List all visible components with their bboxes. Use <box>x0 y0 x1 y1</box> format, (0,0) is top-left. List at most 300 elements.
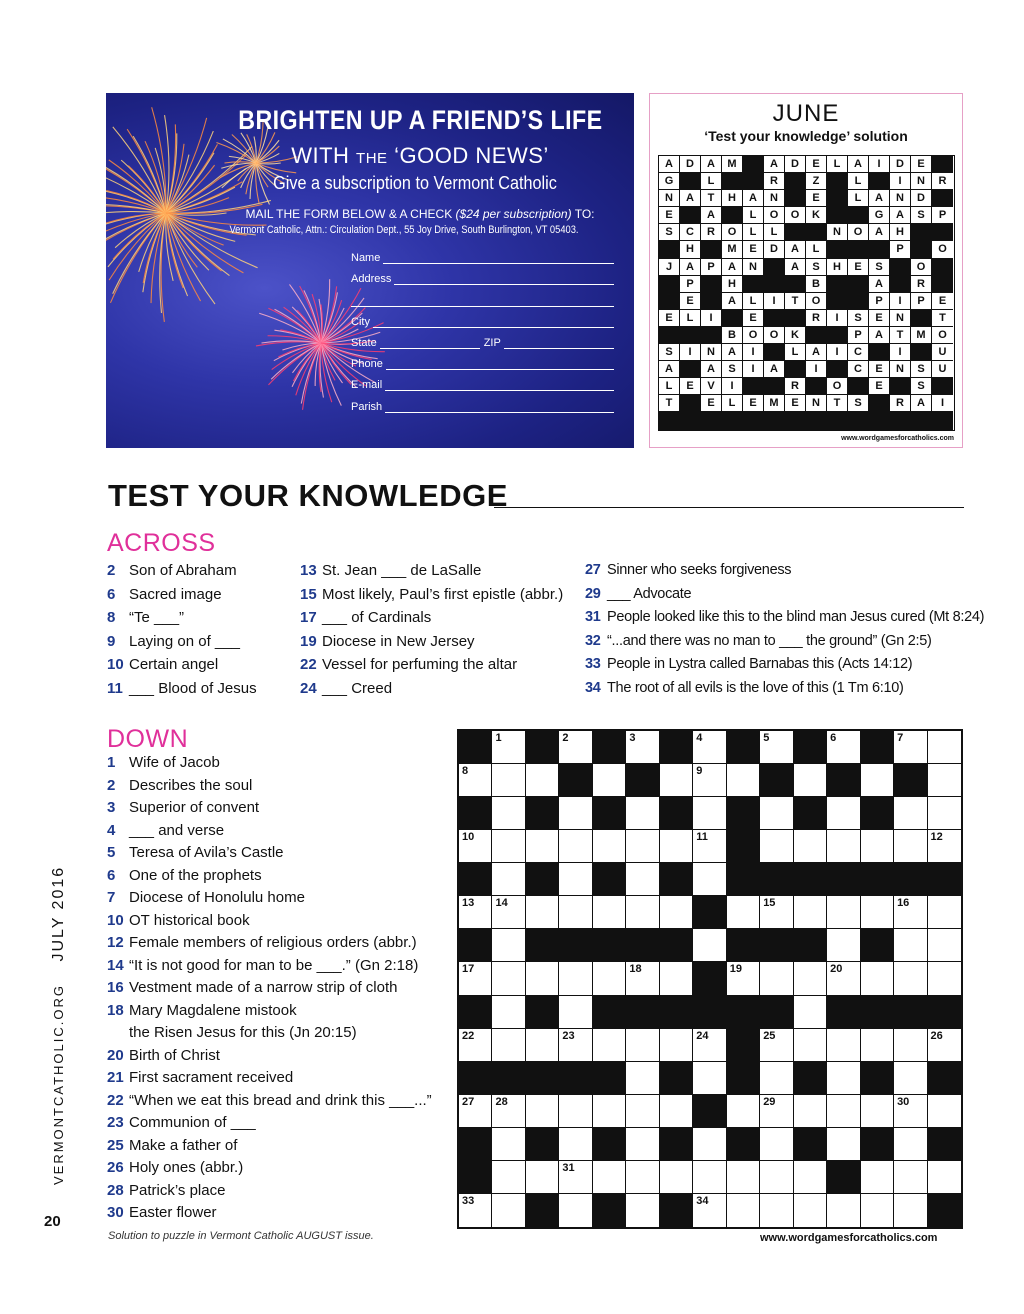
grid-cell[interactable] <box>593 962 626 995</box>
solution-month: JUNE <box>772 100 840 127</box>
cell-number: 1 <box>495 732 502 744</box>
grid-cell[interactable] <box>693 1161 726 1194</box>
clue-text: ___ of Cardinals <box>322 609 432 627</box>
solution-cell: H <box>722 190 743 207</box>
grid-cell[interactable] <box>827 896 860 929</box>
solution-black-square <box>827 293 848 310</box>
grid-cell[interactable] <box>626 1029 659 1062</box>
solution-cell: R <box>932 173 953 190</box>
clue-text: “Te ___” <box>129 609 185 627</box>
solution-cell: I <box>722 378 743 395</box>
solution-black-square <box>764 378 785 395</box>
page-title: TEST YOUR KNOWLEDGE <box>108 478 508 513</box>
grid-cell[interactable] <box>492 863 525 896</box>
cell-number: 30 <box>897 1095 910 1108</box>
black-square <box>727 996 760 1029</box>
black-square <box>727 1062 760 1095</box>
solution-cell: R <box>806 310 827 327</box>
solution-black-square <box>911 412 932 429</box>
grid-url: www.wordgamesforcatholics.com <box>760 1232 938 1244</box>
solution-black-square <box>764 259 785 276</box>
grid-cell[interactable] <box>593 1161 626 1194</box>
black-square <box>861 929 894 962</box>
grid-cell[interactable] <box>693 863 726 896</box>
grid-cell[interactable] <box>459 830 492 863</box>
black-square <box>660 1128 693 1161</box>
grid-cell[interactable] <box>827 962 860 995</box>
clue-number: 29 <box>585 585 601 602</box>
black-square <box>526 996 559 1029</box>
grid-cell[interactable] <box>559 830 592 863</box>
grid-cell[interactable] <box>861 962 894 995</box>
grid-cell[interactable] <box>559 731 592 764</box>
grid-cell[interactable] <box>526 1161 559 1194</box>
form-name-line[interactable] <box>383 254 614 264</box>
black-square <box>928 1062 961 1095</box>
solution-cell: I <box>806 361 827 378</box>
grid-cell[interactable] <box>626 731 659 764</box>
grid-cell[interactable] <box>760 962 793 995</box>
solution-black-square <box>848 276 869 293</box>
across-clue-19 <box>300 633 475 650</box>
grid-cell[interactable] <box>626 896 659 929</box>
grid-cell[interactable] <box>894 962 927 995</box>
black-square <box>794 731 827 764</box>
grid-cell[interactable] <box>861 896 894 929</box>
clue-number: 8 <box>107 609 116 627</box>
grid-cell[interactable] <box>760 1029 793 1062</box>
grid-cell[interactable] <box>693 830 726 863</box>
grid-cell[interactable] <box>894 929 927 962</box>
clue-text: Most likely, Paul’s first epistle (abbr.) <box>322 585 564 603</box>
grid-cell[interactable] <box>760 1161 793 1194</box>
grid-cell[interactable] <box>827 1062 860 1095</box>
grid-cell[interactable] <box>794 896 827 929</box>
solution-cell: K <box>785 327 806 344</box>
black-square <box>827 996 860 1029</box>
grid-cell[interactable] <box>727 1194 760 1227</box>
clue-text: St. Jean ___ de LaSalle <box>322 562 482 579</box>
form-address-line-2[interactable] <box>351 297 614 307</box>
solution-cell: O <box>911 259 932 276</box>
black-square <box>928 1128 961 1161</box>
grid-cell[interactable] <box>760 1128 793 1161</box>
black-square <box>559 764 592 797</box>
solution-black-square <box>680 207 701 224</box>
solution-cell: L <box>827 156 848 173</box>
clue-number: 6 <box>107 866 116 884</box>
grid-cell[interactable] <box>526 962 559 995</box>
grid-cell[interactable] <box>693 797 726 830</box>
grid-cell[interactable] <box>794 962 827 995</box>
grid-cell[interactable] <box>794 1029 827 1062</box>
grid-cell[interactable] <box>693 764 726 797</box>
grid-cell[interactable] <box>861 1029 894 1062</box>
grid-cell[interactable] <box>928 797 961 830</box>
clue-number: 7 <box>107 889 116 906</box>
clue-number: 28 <box>107 1181 124 1199</box>
cell-number: 19 <box>729 963 742 976</box>
form-name-row <box>351 248 614 264</box>
solution-cell: E <box>911 156 932 173</box>
grid-cell[interactable] <box>928 731 961 764</box>
solution-cell: N <box>827 224 848 241</box>
grid-cell[interactable] <box>492 1161 525 1194</box>
grid-cell[interactable] <box>593 1095 626 1128</box>
grid-cell[interactable] <box>459 1029 492 1062</box>
solution-black-square <box>827 241 848 258</box>
solution-black-square <box>764 310 785 327</box>
clue-number: 6 <box>107 585 116 603</box>
clue-text: Laying on of ___ <box>129 632 240 650</box>
solution-cell: T <box>785 293 806 310</box>
grid-cell[interactable] <box>492 830 525 863</box>
grid-cell[interactable] <box>894 1128 927 1161</box>
cell-number: 3 <box>629 732 636 744</box>
grid-cell[interactable] <box>827 1128 860 1161</box>
down-clue-21 <box>107 1069 293 1086</box>
down-clue-20 <box>107 1047 220 1064</box>
cell-number: 24 <box>696 1029 709 1042</box>
grid-cell[interactable] <box>492 929 525 962</box>
solution-black-square <box>659 327 680 344</box>
grid-cell[interactable] <box>794 764 827 797</box>
june-solution-box <box>649 93 963 448</box>
grid-cell[interactable] <box>928 1095 961 1128</box>
grid-cell[interactable] <box>861 830 894 863</box>
black-square <box>861 797 894 830</box>
grid-cell[interactable] <box>693 929 726 962</box>
solution-cell: S <box>659 224 680 241</box>
grid-cell[interactable] <box>660 1029 693 1062</box>
solution-cell: R <box>701 224 722 241</box>
grid-cell[interactable] <box>894 896 927 929</box>
grid-cell[interactable] <box>727 962 760 995</box>
grid-cell[interactable] <box>660 896 693 929</box>
grid-cell[interactable] <box>861 1161 894 1194</box>
solution-cell: E <box>743 310 764 327</box>
solution-black-square <box>764 344 785 361</box>
clue-text: Diocese of Honolulu home <box>129 889 305 906</box>
grid-cell[interactable] <box>827 797 860 830</box>
grid-cell[interactable] <box>492 1095 525 1128</box>
clue-text: Mary Magdalene mistook <box>129 1001 297 1019</box>
clue-number: 2 <box>107 562 116 579</box>
grid-cell[interactable] <box>459 764 492 797</box>
grid-cell[interactable] <box>894 1062 927 1095</box>
solution-cell: L <box>680 310 701 327</box>
solution-black-square <box>743 378 764 395</box>
grid-cell[interactable] <box>559 1161 592 1194</box>
solution-black-square <box>911 310 932 327</box>
solution-cell: R <box>911 276 932 293</box>
down-clue-6 <box>107 867 262 884</box>
grid-cell[interactable] <box>559 863 592 896</box>
grid-cell[interactable] <box>827 1194 860 1227</box>
solution-cell: N <box>911 173 932 190</box>
cell-number: 34 <box>696 1194 709 1207</box>
subscription-ad <box>106 93 634 448</box>
grid-cell[interactable] <box>760 830 793 863</box>
grid-cell[interactable] <box>727 1161 760 1194</box>
grid-cell[interactable] <box>760 1095 793 1128</box>
grid-cell[interactable] <box>928 962 961 995</box>
solution-cell: I <box>890 173 911 190</box>
grid-cell[interactable] <box>660 830 693 863</box>
black-square <box>727 731 760 764</box>
solution-cell: I <box>680 344 701 361</box>
grid-cell[interactable] <box>794 1194 827 1227</box>
black-square <box>861 1128 894 1161</box>
solution-black-square <box>743 173 764 190</box>
grid-cell[interactable] <box>526 896 559 929</box>
solution-cell: N <box>890 190 911 207</box>
black-square <box>660 797 693 830</box>
grid-cell[interactable] <box>827 1029 860 1062</box>
grid-cell[interactable] <box>626 962 659 995</box>
grid-cell[interactable] <box>459 1095 492 1128</box>
grid-cell[interactable] <box>559 1029 592 1062</box>
clue-number: 16 <box>107 979 124 996</box>
solution-black-square <box>869 344 890 361</box>
black-square <box>861 863 894 896</box>
grid-cell[interactable] <box>526 830 559 863</box>
clue-text: ___ and verse <box>129 821 225 839</box>
grid-cell[interactable] <box>928 764 961 797</box>
grid-cell[interactable] <box>794 996 827 1029</box>
clue-text: Vestment made of a narrow strip of cloth <box>129 979 398 996</box>
form-zip-line[interactable] <box>504 339 614 349</box>
solution-black-square <box>827 412 848 429</box>
solution-black-square <box>659 293 680 310</box>
grid-cell[interactable] <box>492 1128 525 1161</box>
grid-cell[interactable] <box>928 929 961 962</box>
cell-number: 25 <box>763 1029 776 1042</box>
grid-cell[interactable] <box>760 731 793 764</box>
grid-cell[interactable] <box>894 1029 927 1062</box>
grid-cell[interactable] <box>693 1029 726 1062</box>
grid-cell[interactable] <box>760 1062 793 1095</box>
solution-cell: N <box>659 190 680 207</box>
grid-cell[interactable] <box>894 1194 927 1227</box>
grid-cell[interactable] <box>928 830 961 863</box>
solution-black-square <box>743 156 764 173</box>
grid-cell[interactable] <box>660 1095 693 1128</box>
grid-cell[interactable] <box>559 996 592 1029</box>
solution-black-square <box>869 173 890 190</box>
grid-cell[interactable] <box>559 1128 592 1161</box>
grid-cell[interactable] <box>727 1095 760 1128</box>
form-email-line[interactable] <box>385 381 614 391</box>
grid-cell[interactable] <box>861 764 894 797</box>
ad-tagline: Give a subscription to Vermont Catholic <box>273 173 557 193</box>
grid-cell[interactable] <box>559 1194 592 1227</box>
grid-cell[interactable] <box>928 896 961 929</box>
form-phone-line[interactable] <box>386 360 614 370</box>
across-clue-2 <box>107 562 237 579</box>
form-parish-row <box>351 397 614 413</box>
grid-cell[interactable] <box>626 1095 659 1128</box>
grid-cell[interactable] <box>626 1128 659 1161</box>
grid-cell[interactable] <box>760 1194 793 1227</box>
solution-cell: D <box>680 156 701 173</box>
grid-cell[interactable] <box>593 764 626 797</box>
solution-cell: H <box>722 276 743 293</box>
grid-cell[interactable] <box>492 996 525 1029</box>
grid-cell[interactable] <box>492 731 525 764</box>
grid-cell[interactable] <box>727 764 760 797</box>
ad-mail-suffix: TO: <box>571 207 595 221</box>
grid-cell[interactable] <box>459 962 492 995</box>
grid-cell[interactable] <box>928 1029 961 1062</box>
form-address-row-2 <box>351 291 614 307</box>
grid-cell[interactable] <box>593 830 626 863</box>
clue-text: Sinner who seeks forgiveness <box>607 562 792 578</box>
clue-number: 13 <box>300 562 317 579</box>
black-square <box>693 1095 726 1128</box>
solution-cell: E <box>659 310 680 327</box>
solution-cell: P <box>869 293 890 310</box>
grid-cell[interactable] <box>492 1029 525 1062</box>
clue-number: 12 <box>107 934 124 951</box>
black-square <box>459 1161 492 1194</box>
title-rule <box>494 507 964 508</box>
solution-cell: E <box>806 156 827 173</box>
grid-cell[interactable] <box>559 896 592 929</box>
grid-cell[interactable] <box>794 1095 827 1128</box>
clue-text: “When we eat this bread and drink this ___...” <box>129 1091 432 1109</box>
solution-black-square <box>932 224 953 241</box>
grid-cell[interactable] <box>660 1161 693 1194</box>
grid-cell[interactable] <box>459 896 492 929</box>
grid-cell[interactable] <box>727 896 760 929</box>
grid-cell[interactable] <box>894 797 927 830</box>
grid-cell[interactable] <box>894 1161 927 1194</box>
grid-cell[interactable] <box>559 962 592 995</box>
clue-number: 9 <box>107 632 116 650</box>
form-state-line[interactable] <box>380 339 480 349</box>
grid-cell[interactable] <box>693 1062 726 1095</box>
down-clue-12 <box>107 934 417 951</box>
solution-cell: A <box>701 361 722 378</box>
down-heading: DOWN <box>107 725 189 753</box>
solution-cell: I <box>743 361 764 378</box>
grid-cell[interactable] <box>861 1095 894 1128</box>
grid-cell[interactable] <box>794 1161 827 1194</box>
form-parish-line[interactable] <box>385 403 614 413</box>
across-clue-24 <box>300 680 392 697</box>
across-clue-17 <box>300 609 431 626</box>
down-clue-18 <box>107 1002 297 1019</box>
black-square <box>928 996 961 1029</box>
clue-number: 31 <box>585 609 601 626</box>
solution-black-square <box>827 190 848 207</box>
solution-cell: A <box>722 293 743 310</box>
form-address-line[interactable] <box>394 275 614 285</box>
grid-cell[interactable] <box>827 929 860 962</box>
grid-cell[interactable] <box>492 896 525 929</box>
solution-cell: O <box>722 224 743 241</box>
solution-cell: I <box>827 310 848 327</box>
grid-cell[interactable] <box>827 830 860 863</box>
grid-cell[interactable] <box>626 1062 659 1095</box>
grid-cell[interactable] <box>660 764 693 797</box>
form-city-line[interactable] <box>373 318 614 328</box>
grid-cell[interactable] <box>459 1194 492 1227</box>
grid-cell[interactable] <box>861 1194 894 1227</box>
grid-cell[interactable] <box>693 1128 726 1161</box>
solution-black-square <box>701 412 722 429</box>
black-square <box>593 797 626 830</box>
grid-cell[interactable] <box>760 797 793 830</box>
down-clue-26 <box>107 1159 243 1176</box>
solution-cell: P <box>911 293 932 310</box>
grid-cell[interactable] <box>593 896 626 929</box>
solution-black-square <box>827 207 848 224</box>
grid-cell[interactable] <box>894 1095 927 1128</box>
grid-cell[interactable] <box>894 830 927 863</box>
across-clue-29 <box>585 586 691 602</box>
grid-cell[interactable] <box>660 962 693 995</box>
across-clue-10 <box>107 656 218 673</box>
solution-black-square <box>869 395 890 412</box>
clue-text: Superior of convent <box>129 799 260 816</box>
clue-text: Sacred image <box>129 585 222 603</box>
solution-cell: O <box>785 207 806 224</box>
grid-cell[interactable] <box>526 1029 559 1062</box>
grid-cell[interactable] <box>827 1095 860 1128</box>
solution-cell: H <box>890 224 911 241</box>
grid-cell[interactable] <box>928 1161 961 1194</box>
black-square <box>526 797 559 830</box>
grid-cell[interactable] <box>626 1161 659 1194</box>
clue-text: People in Lystra called Barnabas this (Acts 14:12) <box>607 656 913 673</box>
solution-cell: A <box>785 259 806 276</box>
solution-cell: A <box>785 241 806 258</box>
solution-cell: A <box>659 361 680 378</box>
grid-cell[interactable] <box>794 830 827 863</box>
grid-cell[interactable] <box>626 1194 659 1227</box>
grid-cell[interactable] <box>760 896 793 929</box>
grid-cell[interactable] <box>492 1194 525 1227</box>
down-clue-22 <box>107 1092 432 1109</box>
black-square <box>526 731 559 764</box>
solution-cell: S <box>911 361 932 378</box>
grid-cell[interactable] <box>693 731 726 764</box>
grid-cell[interactable] <box>894 731 927 764</box>
grid-cell[interactable] <box>492 962 525 995</box>
solution-black-square <box>848 293 869 310</box>
grid-cell[interactable] <box>626 797 659 830</box>
solution-black-square <box>890 276 911 293</box>
grid-cell[interactable] <box>827 731 860 764</box>
solution-note <box>108 1230 374 1242</box>
grid-cell[interactable] <box>526 764 559 797</box>
grid-cell[interactable] <box>526 1095 559 1128</box>
form-state-row <box>351 333 614 349</box>
grid-cell[interactable] <box>593 1029 626 1062</box>
grid-cell[interactable] <box>559 1095 592 1128</box>
grid-cell[interactable] <box>559 797 592 830</box>
grid-cell[interactable] <box>693 1194 726 1227</box>
black-square <box>693 962 726 995</box>
grid-cell[interactable] <box>626 830 659 863</box>
grid-cell[interactable] <box>492 797 525 830</box>
grid-cell[interactable] <box>492 764 525 797</box>
black-square <box>459 929 492 962</box>
solution-black-square <box>680 327 701 344</box>
grid-cell[interactable] <box>626 863 659 896</box>
